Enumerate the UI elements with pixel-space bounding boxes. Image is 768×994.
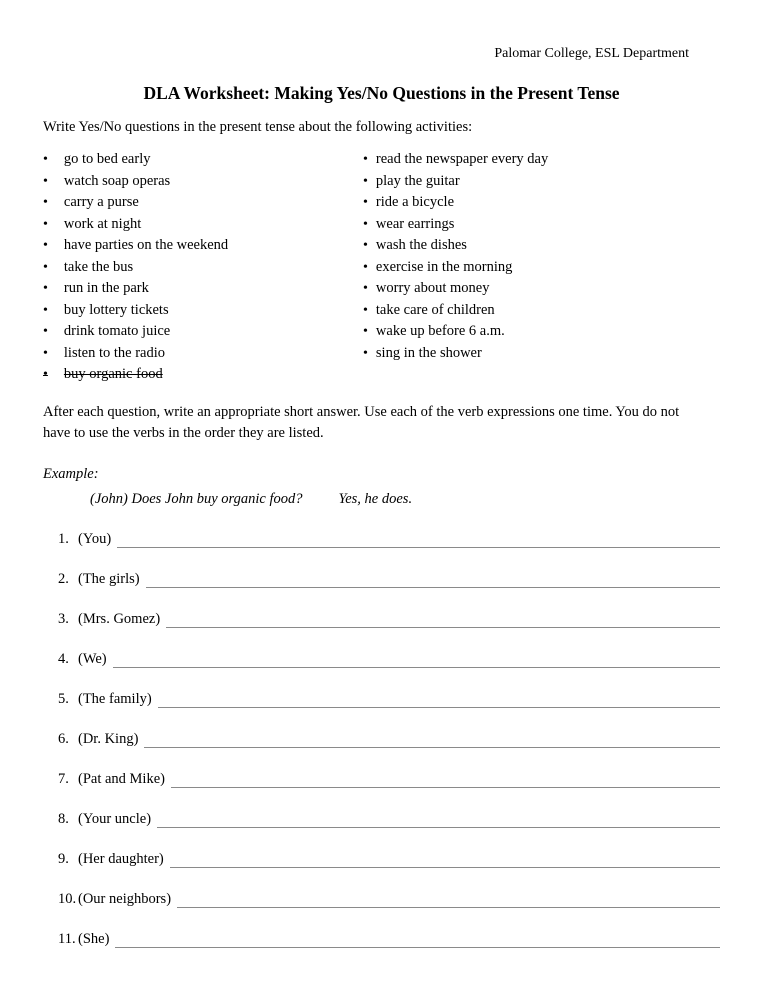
activity-item — [43, 343, 363, 365]
answer-blank — [113, 667, 720, 668]
instructions-text — [43, 402, 720, 444]
question-row — [58, 609, 720, 628]
bullet-icon: • — [43, 345, 48, 361]
bullet-icon: • — [43, 216, 48, 232]
bullet-icon: • — [43, 173, 48, 189]
question-number: 5. — [58, 690, 69, 707]
activity-item — [363, 343, 720, 365]
question-number: 1. — [58, 530, 69, 547]
answer-blank — [177, 907, 720, 908]
activity-item — [43, 257, 363, 279]
question-prompt: (The girls) — [78, 570, 140, 587]
question-number: 7. — [58, 770, 69, 787]
activity-item — [363, 214, 720, 236]
question-prompt: (Her daughter) — [78, 850, 164, 867]
activity-item — [43, 171, 363, 193]
activity-item — [363, 321, 720, 343]
activity-label: buy lottery tickets — [63, 301, 169, 318]
bullet-icon: • — [363, 345, 368, 361]
bullet-icon: • — [43, 367, 48, 382]
question-number: 8. — [58, 810, 69, 827]
question-row — [58, 689, 720, 708]
question-prompt: (You) — [78, 530, 112, 547]
page-title: DLA Worksheet: Making Yes/No Questions in the Present Tense — [143, 83, 620, 103]
activity-label: have parties on the weekend — [63, 237, 229, 253]
question-number: 9. — [58, 850, 69, 867]
question-prompt: (Your uncle) — [78, 810, 152, 827]
activities-right-list — [363, 149, 720, 386]
bullet-icon: • — [363, 324, 368, 339]
question-number: 3. — [58, 610, 69, 627]
answer-blank — [157, 827, 720, 828]
answer-blank — [166, 627, 720, 628]
example-question: (John) Does John buy organic food? — [90, 490, 303, 507]
activity-label: sing in the shower — [375, 344, 482, 361]
bullet-icon: • — [363, 281, 368, 296]
question-number: 11. — [58, 930, 76, 947]
question-prompt: (We) — [78, 650, 107, 667]
activities-lists — [43, 149, 720, 386]
example-line — [43, 490, 720, 509]
activity-item — [43, 149, 363, 171]
question-row — [58, 929, 720, 948]
bullet-icon: • — [363, 195, 368, 210]
question-number: 2. — [58, 570, 69, 587]
activity-label: read the newspaper every day — [375, 151, 549, 167]
question-prompt: (She) — [78, 930, 110, 947]
question-row — [58, 809, 720, 828]
question-prompt: (Mrs. Gomez) — [78, 610, 161, 627]
bullet-icon: • — [363, 216, 368, 232]
answer-blank — [170, 867, 720, 868]
question-row — [58, 649, 720, 668]
activity-item — [363, 192, 720, 214]
activity-label: carry a purse — [63, 194, 139, 210]
bullet-icon: • — [363, 302, 368, 318]
activity-item — [363, 149, 720, 171]
question-number: 4. — [58, 650, 69, 667]
activity-label: drink tomato juice — [63, 323, 171, 339]
activity-label: wear earrings — [375, 215, 455, 232]
activity-item — [363, 171, 720, 193]
question-prompt: (Our neighbors) — [78, 890, 172, 907]
activity-item — [363, 235, 720, 257]
activity-item — [43, 192, 363, 214]
answer-blank — [158, 707, 720, 708]
activities-left-list — [43, 149, 363, 386]
bullet-icon: • — [43, 302, 48, 318]
question-row — [58, 569, 720, 588]
bullet-icon: • — [43, 152, 48, 167]
activity-label: listen to the radio — [63, 344, 165, 361]
activity-label: play the guitar — [375, 172, 460, 189]
question-number: 10. — [58, 890, 77, 907]
intro-text: Write Yes/No questions in the present tense about the following activities: — [43, 119, 473, 135]
bullet-icon: • — [43, 259, 48, 275]
answer-blank — [146, 587, 720, 588]
bullet-icon: • — [43, 195, 48, 210]
questions-list — [43, 529, 720, 948]
question-row — [58, 849, 720, 868]
activity-label: worry about money — [375, 280, 490, 296]
activity-item — [43, 300, 363, 322]
activity-label: work at night — [63, 215, 142, 232]
question-prompt: (Dr. King) — [78, 730, 139, 747]
question-row — [58, 729, 720, 748]
bullet-icon: • — [43, 324, 48, 339]
activity-label: exercise in the morning — [375, 258, 513, 275]
bullet-icon: • — [363, 259, 368, 275]
activity-label: ride a bicycle — [375, 194, 454, 210]
question-row — [58, 889, 720, 908]
instructions-line-2: have to use the verbs in the order they are listed. — [43, 424, 324, 441]
activity-item — [43, 278, 363, 300]
question-row — [58, 529, 720, 548]
answer-blank — [144, 747, 720, 748]
document-header: Palomar College, ESL Department — [494, 46, 689, 61]
activity-item — [43, 235, 363, 257]
bullet-icon: • — [43, 281, 48, 296]
activity-label: go to bed early — [63, 151, 151, 167]
question-row — [58, 769, 720, 788]
activity-label: watch soap operas — [63, 172, 171, 189]
question-number: 6. — [58, 730, 69, 747]
example-label: Example: — [43, 465, 99, 482]
answer-blank — [115, 947, 720, 948]
question-prompt: (The family) — [78, 690, 152, 707]
bullet-icon: • — [363, 152, 368, 167]
activity-label: take care of children — [375, 301, 495, 318]
activity-label: buy organic food — [63, 366, 163, 382]
activity-item — [43, 321, 363, 343]
instructions-line-1: After each question, write an appropriate short answer. Use each of the verb expressions one time. You do not — [43, 403, 680, 420]
bullet-icon: • — [363, 238, 368, 253]
activity-label: wake up before 6 a.m. — [375, 323, 505, 339]
bullet-icon: • — [43, 238, 48, 253]
answer-blank — [117, 547, 720, 548]
bullet-icon: • — [363, 173, 368, 189]
activity-item — [363, 257, 720, 279]
activity-label: run in the park — [63, 280, 149, 296]
answer-blank — [171, 787, 720, 788]
activity-item — [43, 214, 363, 236]
activity-label: take the bus — [63, 258, 134, 275]
activity-item — [363, 300, 720, 322]
example-answer: Yes, he does. — [338, 490, 413, 507]
activity-label: wash the dishes — [375, 237, 467, 253]
question-prompt: (Pat and Mike) — [78, 770, 165, 787]
activity-item-struck — [43, 364, 363, 386]
activity-item — [363, 278, 720, 300]
